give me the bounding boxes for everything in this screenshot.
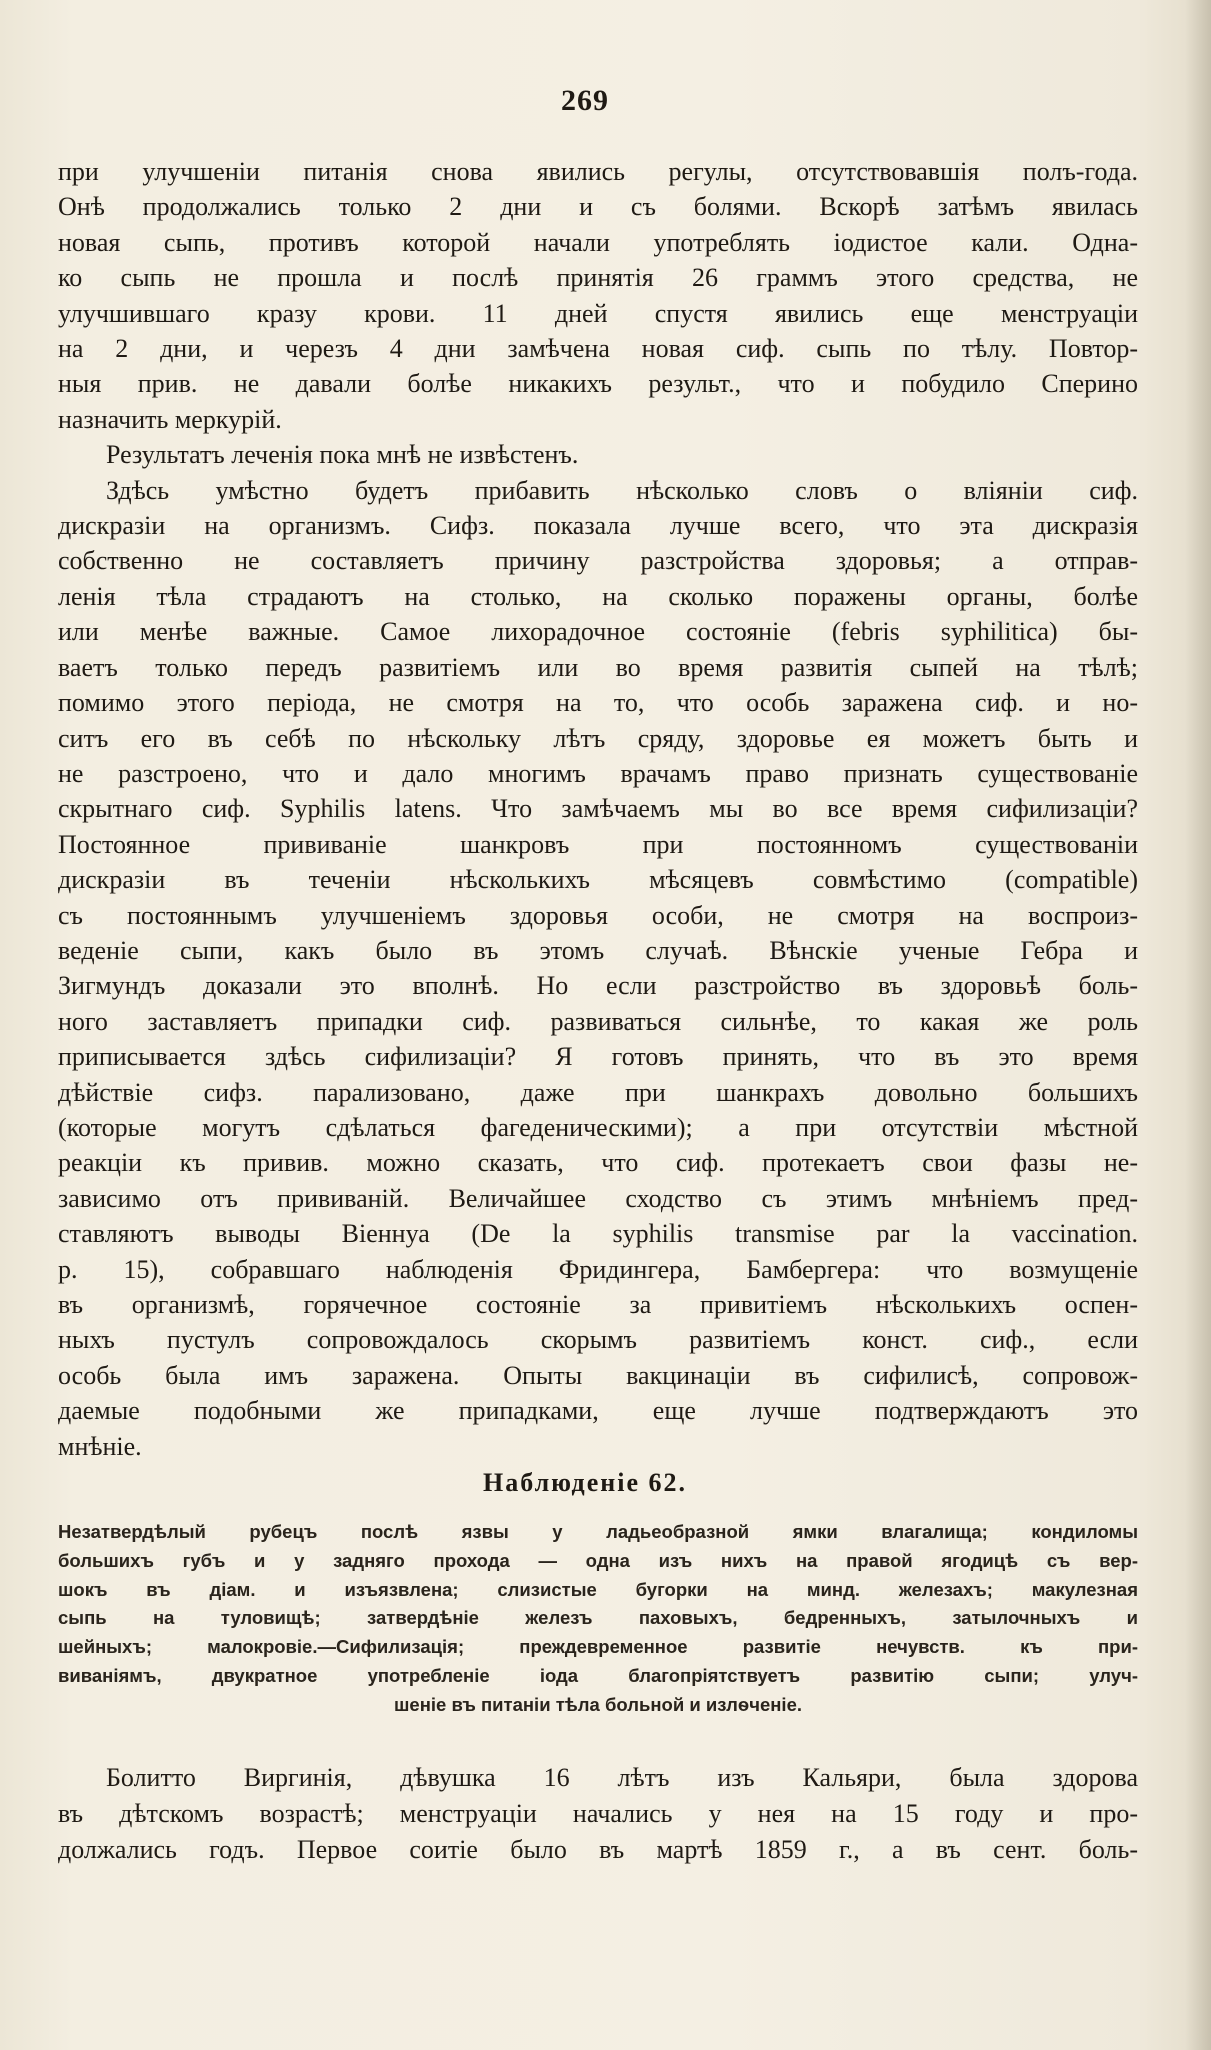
text-line: ставляютъ выводы Віеннуа (De la syphilis transmise par la vaccination.	[58, 1219, 1138, 1249]
text-line: въ организмѣ, горячечное состояніе за привитіемъ нѣсколькихъ оспен-	[58, 1290, 1138, 1319]
text-line: дискразіи на организмъ. Сифз. показала лучше всего, что эта дискразія	[58, 511, 1138, 541]
summary-line: шеніе въ питаніи тѣла больной и излѳченіе.	[394, 1693, 802, 1715]
summary-line: шокъ въ діам. и изъязвлена; слизистые бугорки на минд. железахъ; макулезная	[58, 1578, 1138, 1600]
text-line: не разстроено, что и дало многимъ врачамъ право признать существованіе	[58, 758, 1138, 788]
text-line: мнѣніе.	[58, 1431, 142, 1461]
page-number: 269	[561, 84, 609, 117]
text-line: на 2 дни, и черезъ 4 дни замѣчена новая сиф. сыпь по тѣлу. Повтор-	[58, 334, 1138, 364]
text-line: при улучшеніи питанія снова явились регулы, отсутствовавшія полъ-года.	[58, 157, 1138, 186]
text-line: (которые могутъ сдѣлаться фагеденическими); а при отсутствіи мѣстной	[58, 1112, 1138, 1142]
text-line: Результатъ леченія пока мнѣ не извѣстенъ.	[106, 440, 579, 470]
text-line: даемые подобными же припадками, еще лучше подтверждаютъ это	[58, 1396, 1138, 1426]
text-line: въ дѣтскомъ возрастѣ; менструаціи начались у нея на 15 году и про-	[58, 1799, 1138, 1828]
summary-line: сыпь на туловищѣ; затвердѣніе железъ паховыхъ, бедренныхъ, затылочныхъ и	[58, 1607, 1138, 1629]
text-line: дискразіи въ теченіи нѣсколькихъ мѣсяцевъ совмѣстимо (compatible)	[58, 865, 1138, 895]
text-line: ныя прив. не давали болѣе никакихъ результ., что и побудило Сперино	[58, 369, 1138, 399]
text-line: веденіе сыпи, какъ было въ этомъ случаѣ. Вѣнскіе ученые Гебра и	[58, 935, 1138, 965]
text-line: помимо этого періода, не смотря на то, что особь заражена сиф. и но-	[58, 688, 1138, 718]
summary-line: виваніямъ, двукратное употребленіе іода благопріятствуетъ развитію сыпи; улуч-	[58, 1664, 1138, 1686]
text-line: собственно не составляетъ причину разстройства здоровья; а отправ-	[58, 546, 1138, 576]
text-line: Зигмундъ доказали это вполнѣ. Но если разстройство въ здоровьѣ боль-	[58, 971, 1138, 1001]
text-line: приписывается здѣсь сифилизаціи? Я готовъ принять, что въ это время	[58, 1042, 1138, 1072]
text-line: ного заставляетъ припадки сиф. развиваться сильнѣе, то какая же роль	[58, 1006, 1138, 1036]
text-line: ленія тѣла страдаютъ на столько, на сколько поражены органы, болѣе	[58, 581, 1138, 611]
text-line: ко сыпь не прошла и послѣ принятія 26 граммъ этого средства, не	[58, 263, 1138, 293]
text-line: назначить меркурій.	[58, 404, 282, 434]
summary-line: шейныхъ; малокровіе.—Сифилизація; преждевременное развитіе нечувств. къ при-	[58, 1636, 1138, 1658]
text-line: реакціи къ привив. можно сказать, что сиф. протекаетъ свои фазы не-	[58, 1148, 1138, 1178]
summary-line: большихъ губъ и у задняго прохода — одна изъ нихъ на правой ягодицѣ съ вер-	[58, 1549, 1138, 1571]
observation-heading: Наблюденіе 62.	[483, 1468, 687, 1497]
summary-line: Незатвердѣлый рубецъ послѣ язвы у ладьеобразной ямки влагалища; кондиломы	[58, 1521, 1138, 1542]
page-edge-shadow	[1185, 0, 1211, 2050]
text-line: особь была имъ заражена. Опыты вакцинаціи въ сифилисѣ, сопровож-	[58, 1360, 1138, 1390]
observation-summary	[58, 1518, 1138, 1720]
text-line: ваетъ только передъ развитіемъ или во время развитія сыпей на тѣлѣ;	[58, 652, 1138, 682]
text-line: улучшившаго кразу крови. 11 дней спустя явились еще менструаціи	[58, 298, 1138, 328]
text-line: p. 15), собравшаго наблюденія Фридингера, Бамбергера: что возмущеніе	[58, 1254, 1138, 1284]
text-line: должались годъ. Первое соитіе было въ мартѣ 1859 г., а въ сент. боль-	[58, 1835, 1138, 1864]
text-line: ныхъ пустулъ сопровождалось скорымъ развитіемъ конст. сиф., если	[58, 1325, 1138, 1355]
text-line: ситъ его въ себѣ по нѣскольку лѣтъ сряду, здоровье ея можетъ быть и	[58, 723, 1138, 753]
text-line: дѣйствіе сифз. парализовано, даже при шанкрахъ довольно большихъ	[58, 1077, 1138, 1107]
text-line: Онѣ продолжались только 2 дни и съ болями. Вскорѣ затѣмъ явилась	[58, 192, 1138, 222]
case-text	[58, 1760, 1138, 1868]
text-line: съ постояннымъ улучшеніемъ здоровья особи, не смотря на воспроиз-	[58, 900, 1138, 930]
text-line: новая сыпь, противъ которой начали употреблять іодистое кали. Одна-	[58, 227, 1138, 257]
text-line: или менѣе важные. Самое лихорадочное состояніе (febris syphilitica) бы-	[58, 617, 1138, 647]
text-line: Постоянное прививаніе шанкровъ при постоянномъ существованіи	[58, 829, 1138, 859]
text-line: зависимо отъ прививаній. Величайшее сходство съ этимъ мнѣніемъ пред-	[58, 1183, 1138, 1213]
text-line: Болитто Виргинія, дѣвушка 16 лѣтъ изъ Кальяри, была здорова	[106, 1763, 1138, 1792]
text-line: Здѣсь умѣстно будетъ прибавить нѣсколько словъ о вліяніи сиф.	[106, 475, 1138, 505]
body-text	[58, 154, 1138, 1464]
text-line: скрытнаго сиф. Syphilis latens. Что замѣчаемъ мы во все время сифилизаціи?	[58, 794, 1138, 824]
